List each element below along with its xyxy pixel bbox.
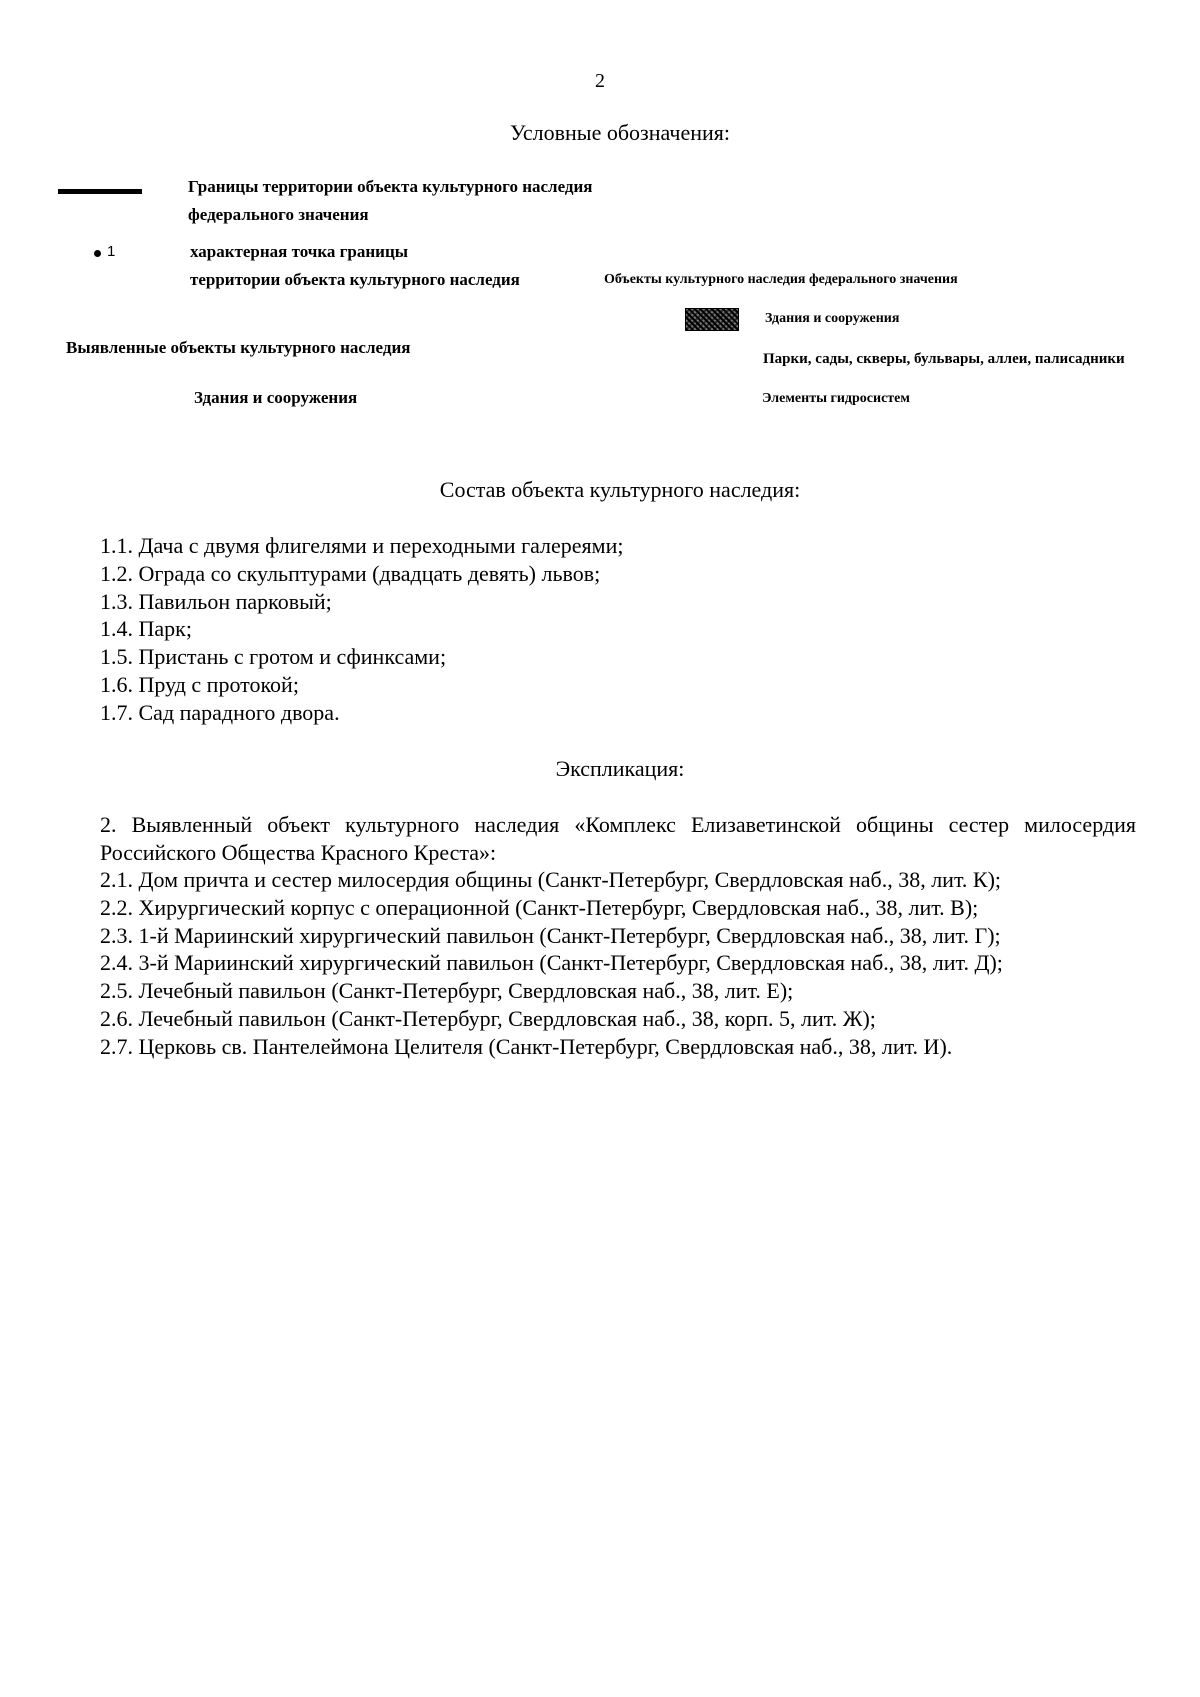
identified-objects-title: Выявленные объекты культурного наследия: [66, 338, 411, 357]
composition-item: 1.7. Сад парадного двора.: [100, 699, 340, 725]
composition-item: 1.5. Пристань с гротом и сфинксами;: [100, 644, 447, 670]
federal-parks-label: Парки, сады, скверы, бульвары, аллеи, палисадники: [763, 351, 1125, 367]
boundary-point-symbol: [94, 250, 101, 257]
explication-list: [100, 866, 1003, 1061]
explication-heading: Экспликация:: [555, 756, 685, 781]
boundary-line-symbol: [58, 189, 142, 194]
boundary-legend-line2: федерального значения: [188, 205, 369, 224]
federal-hydro-label: Элементы гидросистем: [762, 391, 910, 406]
explication-item: 2.2. Хирургический корпус с операционной (Санкт-Петербург, Свердловская наб., 38, лит. В);: [100, 894, 979, 920]
identified-buildings-label: Здания и сооружения: [194, 388, 358, 407]
explication-item: 2.6. Лечебный павильон (Санкт-Петербург, Свердловская наб., 38, корп. 5, лит. Ж);: [100, 1005, 876, 1031]
explication-intro: 2. Выявленный объект культурного наследия «Комплекс Елизаветинской общины сестер милосердия Российского Общества Красного Креста»:: [100, 812, 1136, 865]
point-legend-line2: территории объекта культурного наследия: [190, 270, 520, 289]
federal-objects-title: Объекты культурного наследия федерального значения: [604, 272, 958, 287]
explication-item: 2.5. Лечебный павильон (Санкт-Петербург, Свердловская наб., 38, лит. Е);: [100, 978, 794, 1004]
federal-buildings-symbol: [685, 308, 739, 331]
federal-buildings-label: Здания и сооружения: [765, 311, 900, 326]
composition-item: 1.3. Павильон парковый;: [100, 588, 332, 614]
explication-item: 2.3. 1-й Мариинский хирургический павильон (Санкт-Петербург, Свердловская наб., 38, лит. Г);: [100, 922, 1001, 948]
legend-heading: Условные обозначения:: [509, 120, 731, 145]
page-number: 2: [595, 70, 605, 92]
composition-item: 1.6. Пруд с протокой;: [100, 671, 299, 697]
explication-item: 2.1. Дом причта и сестер милосердия общины (Санкт-Петербург, Свердловская наб., 38, лит. К);: [100, 867, 1002, 892]
composition-heading: Состав объекта культурного наследия:: [439, 477, 801, 502]
explication-item: 2.4. 3-й Мариинский хирургический павильон (Санкт-Петербург, Свердловская наб., 38, лит. Д);: [100, 950, 1003, 976]
point-legend-line1: характерная точка границы: [190, 242, 409, 261]
boundary-legend-line1: Границы территории объекта культурного наследия: [188, 177, 593, 196]
composition-item: 1.4. Парк;: [100, 616, 192, 642]
composition-item: 1.2. Ограда со скульптурами (двадцать девять) львов;: [100, 560, 601, 586]
composition-list: [100, 532, 624, 727]
explication-item: 2.7. Церковь св. Пантелеймона Целителя (Санкт-Петербург, Свердловская наб., 38, лит. И).: [100, 1033, 953, 1059]
composition-item: 1.1. Дача с двумя флигелями и переходными галереями;: [100, 533, 624, 558]
boundary-point-number: 1: [107, 243, 116, 260]
